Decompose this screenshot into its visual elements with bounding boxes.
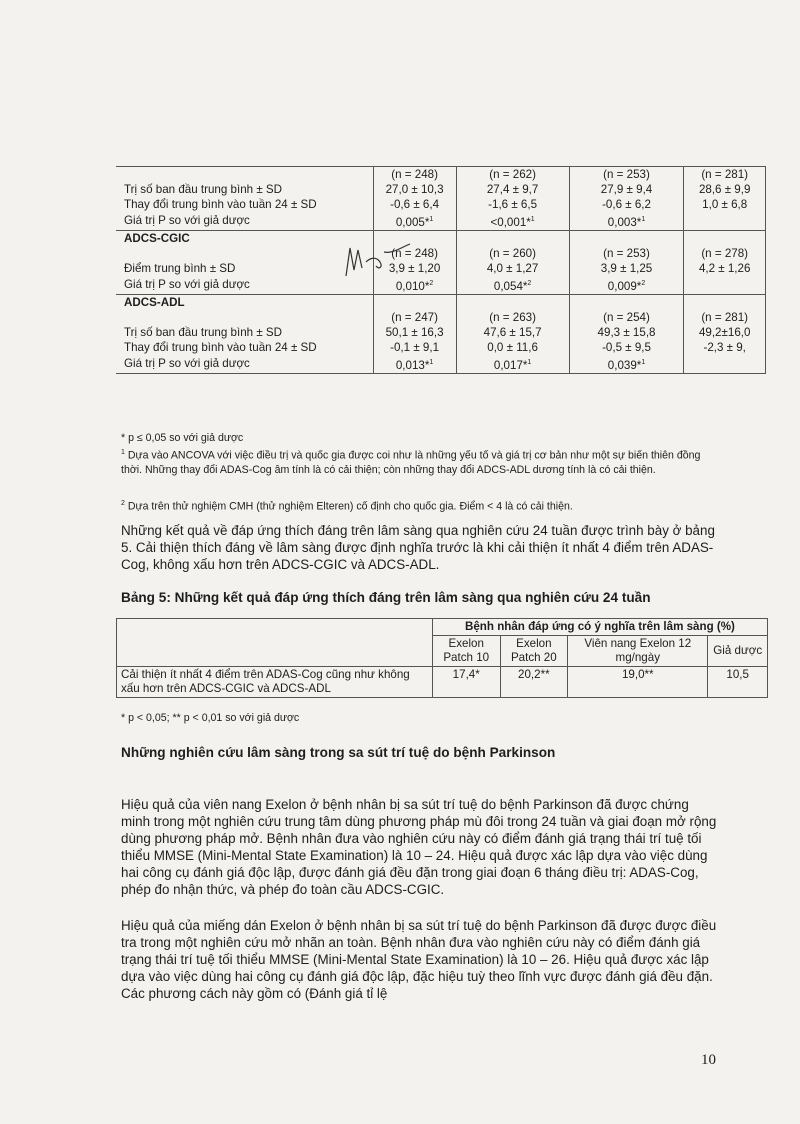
table-cell: (n = 263) [456, 310, 569, 325]
table-cell-empty [569, 230, 684, 246]
table-cell: 28,6 ± 9,9 [684, 182, 766, 197]
table5-footnote: * p < 0,05; ** p < 0,01 so với giả dược [121, 712, 300, 724]
paragraph-response-intro: Những kết quả về đáp ứng thích đáng trên lâm sàng qua nghiên cứu 24 tuần được trình bày ở bảng 5. Cải thiện thích đáng về lâm sàng được định nghĩa trước là khi cải thiện ít nhất 4 điểm trên ADAS-Cog, không xấu hơn trên ADCS-CGIC và ADCS-ADL. [121, 523, 715, 572]
table-cell: 27,4 ± 9,7 [456, 182, 569, 197]
table-cell: (n = 247) [373, 310, 456, 325]
row-label: Trị số ban đầu trung bình ± SD [124, 183, 283, 196]
results-table [116, 166, 766, 374]
table-cell: 27,0 ± 10,3 [373, 182, 456, 197]
table-cell: (n = 281) [684, 310, 766, 325]
table5-col-placebo: Giả dược [708, 636, 768, 667]
table-cell: 49,3 ± 15,8 [569, 325, 684, 340]
table-row [116, 261, 766, 276]
table-cell-empty [373, 294, 456, 310]
table-cell: -0,1 ± 9,1 [373, 340, 456, 355]
table-row [116, 167, 766, 183]
table-cell: 0,010*$^2$ [373, 276, 456, 294]
section-heading-parkinson: Những nghiên cứu lâm sàng trong sa sút trí tuệ do bệnh Parkinson [121, 745, 556, 760]
table-cell: 27,9 ± 9,4 [569, 182, 684, 197]
table-row [116, 197, 766, 212]
table5-group-header: Bệnh nhân đáp ứng có ý nghĩa trên lâm sàng (%) [432, 619, 767, 636]
table-cell: 0,017*$^1$ [456, 355, 569, 373]
row-label: Giá trị P so với giả dược [116, 276, 373, 294]
table5-row-label: Cải thiện ít nhất 4 điểm trên ADAS-Cog cũng như không xấu hơn trên ADCS-CGIC và ADCS-ADL [117, 667, 433, 698]
row-label [116, 167, 373, 183]
table5-empty-corner [117, 619, 433, 667]
table5-col-capsule: Viên nang Exelon 12 mg/ngày [568, 636, 708, 667]
table-cell-empty [456, 294, 569, 310]
table-cell: 0,039*$^1$ [569, 355, 684, 373]
table-cell: (n = 278) [684, 246, 766, 261]
table-cell: (n = 248) [373, 167, 456, 183]
footnote-2: $^2$ Dựa trên thử nghiệm CMH (thử nghiệm Elteren) cố định cho quốc gia. Điểm < 4 là có cải thiện. [121, 500, 573, 513]
table5-title: Bảng 5: Những kết quả đáp ứng thích đáng trên lâm sàng qua nghiên cứu 24 tuần [121, 590, 651, 605]
table-cell: (n = 253) [569, 167, 684, 183]
table-row [116, 355, 766, 373]
table-cell: -0,5 ± 9,5 [569, 340, 684, 355]
row-label [116, 310, 373, 325]
table-cell: 4,0 ± 1,27 [456, 261, 569, 276]
table-cell: 0,054*$^2$ [456, 276, 569, 294]
table5-cell: 10,5 [708, 667, 768, 698]
table-cell: 49,2±16,0 [684, 325, 766, 340]
table-cell: (n = 253) [569, 246, 684, 261]
table-row [116, 182, 766, 197]
table-row [116, 340, 766, 355]
row-label: Giá trị P so với giả dược [116, 355, 373, 373]
table-cell: (n = 260) [456, 246, 569, 261]
section-header-row [116, 294, 766, 310]
table-cell: 0,013*$^1$ [373, 355, 456, 373]
handwritten-signature [336, 240, 416, 282]
table-cell: 3,9 ± 1,25 [569, 261, 684, 276]
table-cell: <0,001*$^1$ [456, 212, 569, 230]
table-cell: (n = 248) [373, 246, 456, 261]
table5 [116, 618, 768, 698]
table5-col-exelon-patch-20: Exelon Patch 20 [500, 636, 568, 667]
table-cell [684, 212, 766, 230]
table-cell-empty [569, 294, 684, 310]
row-label [116, 246, 373, 261]
table-cell: -2,3 ± 9, [684, 340, 766, 355]
table-cell-empty [456, 230, 569, 246]
paragraph-capsule-study: Hiệu quả của viên nang Exelon ở bệnh nhân bị sa sút trí tuệ do bệnh Parkinson đã được chứng minh trong một nghiên cứu trung tâm dùng phương pháp mù đôi trong 24 tuần và giai đoạn mở rộng dùng phương pháp mở. Bệnh nhân đưa vào nghiên cứu này có điểm đánh giá trạng thái trí tuệ tối thiểu MMSE (Mini-Mental State Examination) là 10 – 24. Hiệu quả được xác lập dựa vào việc dùng hai công cụ đánh giá độc lập, được đánh giá đều đặn trong giai đoạn 6 tháng điều trị: ADAS-Cog, phép đo nhận thức, và phép đo toàn cầu ADCS-CGIC. [121, 797, 717, 897]
row-label: Trị số ban đầu trung bình ± SD [124, 325, 283, 339]
table-row [116, 310, 766, 325]
section-title: ADCS-ADL [116, 294, 373, 310]
row-label: Điểm trung bình ± SD [124, 261, 236, 275]
table-row [116, 325, 766, 340]
table-cell: 47,6 ± 15,7 [456, 325, 569, 340]
table-cell: 50,1 ± 16,3 [373, 325, 456, 340]
table-cell: 0,003*$^1$ [569, 212, 684, 230]
table-row [116, 276, 766, 294]
table-cell: 0,0 ± 11,6 [456, 340, 569, 355]
table-cell: -0,6 ± 6,2 [569, 197, 684, 212]
table5-cell: 20,2** [500, 667, 568, 698]
row-label: Thay đổi trung bình vào tuần 24 ± SD [124, 198, 317, 211]
table-cell: (n = 262) [456, 167, 569, 183]
table-cell-empty [684, 294, 766, 310]
table5-cell: 19,0** [568, 667, 708, 698]
table5-col-exelon-patch-10: Exelon Patch 10 [432, 636, 500, 667]
table-cell: 0,005*$^1$ [373, 212, 456, 230]
footnote-significance: * p ≤ 0,05 so với giả dược [121, 432, 244, 444]
table-cell: 3,9 ± 1,20 [373, 261, 456, 276]
table-cell: -0,6 ± 6,4 [373, 197, 456, 212]
table-cell [684, 355, 766, 373]
section-title: ADCS-CGIC [116, 230, 373, 246]
table-cell: (n = 281) [684, 167, 766, 183]
table-cell: 4,2 ± 1,26 [684, 261, 766, 276]
table-cell: 1,0 ± 6,8 [684, 197, 766, 212]
table-cell: -1,6 ± 6,5 [456, 197, 569, 212]
row-label: Giá trị P so với giả dược [116, 212, 373, 230]
paragraph-patch-study: Hiệu quả của miếng dán Exelon ở bệnh nhân bị sa sút trí tuệ do bệnh Parkinson đã được được điều tra trong một nghiên cứu mở nhãn an toàn. Bệnh nhân đưa vào nghiên cứu này có điểm đánh giá trạng thái trí tuệ tối thiểu MMSE (Mini-Mental State Examination) là 10 – 26. Hiệu quả được xác lập dựa vào việc dùng hai công cụ đánh giá độc lập, đặc hiệu tuỳ theo lĩnh vực được đánh giá đều đặn. Các phương cách này gồm có (Đánh giá tỉ lệ [121, 918, 717, 1001]
table5-cell: 17,4* [432, 667, 500, 698]
table-row [116, 246, 766, 261]
page-number: 10 [701, 1052, 716, 1068]
row-label: Thay đổi trung bình vào tuần 24 ± SD [124, 340, 317, 354]
table-cell: (n = 254) [569, 310, 684, 325]
table-row [116, 212, 766, 230]
footnote-1: $^1$ Dựa vào ANCOVA với việc điều trị và quốc gia được coi như là những yếu tố và giá trị cơ bản như một sự biến thiên đồng thời. Những thay đổi ADAS-Cog âm tính là có cải thiện; còn những thay đổi ADCS-ADL dương tính là có cải thiện. [121, 449, 701, 476]
table-cell [684, 276, 766, 294]
table-cell: 0,009*$^2$ [569, 276, 684, 294]
section-header-row [116, 230, 766, 246]
table-cell-empty [684, 230, 766, 246]
